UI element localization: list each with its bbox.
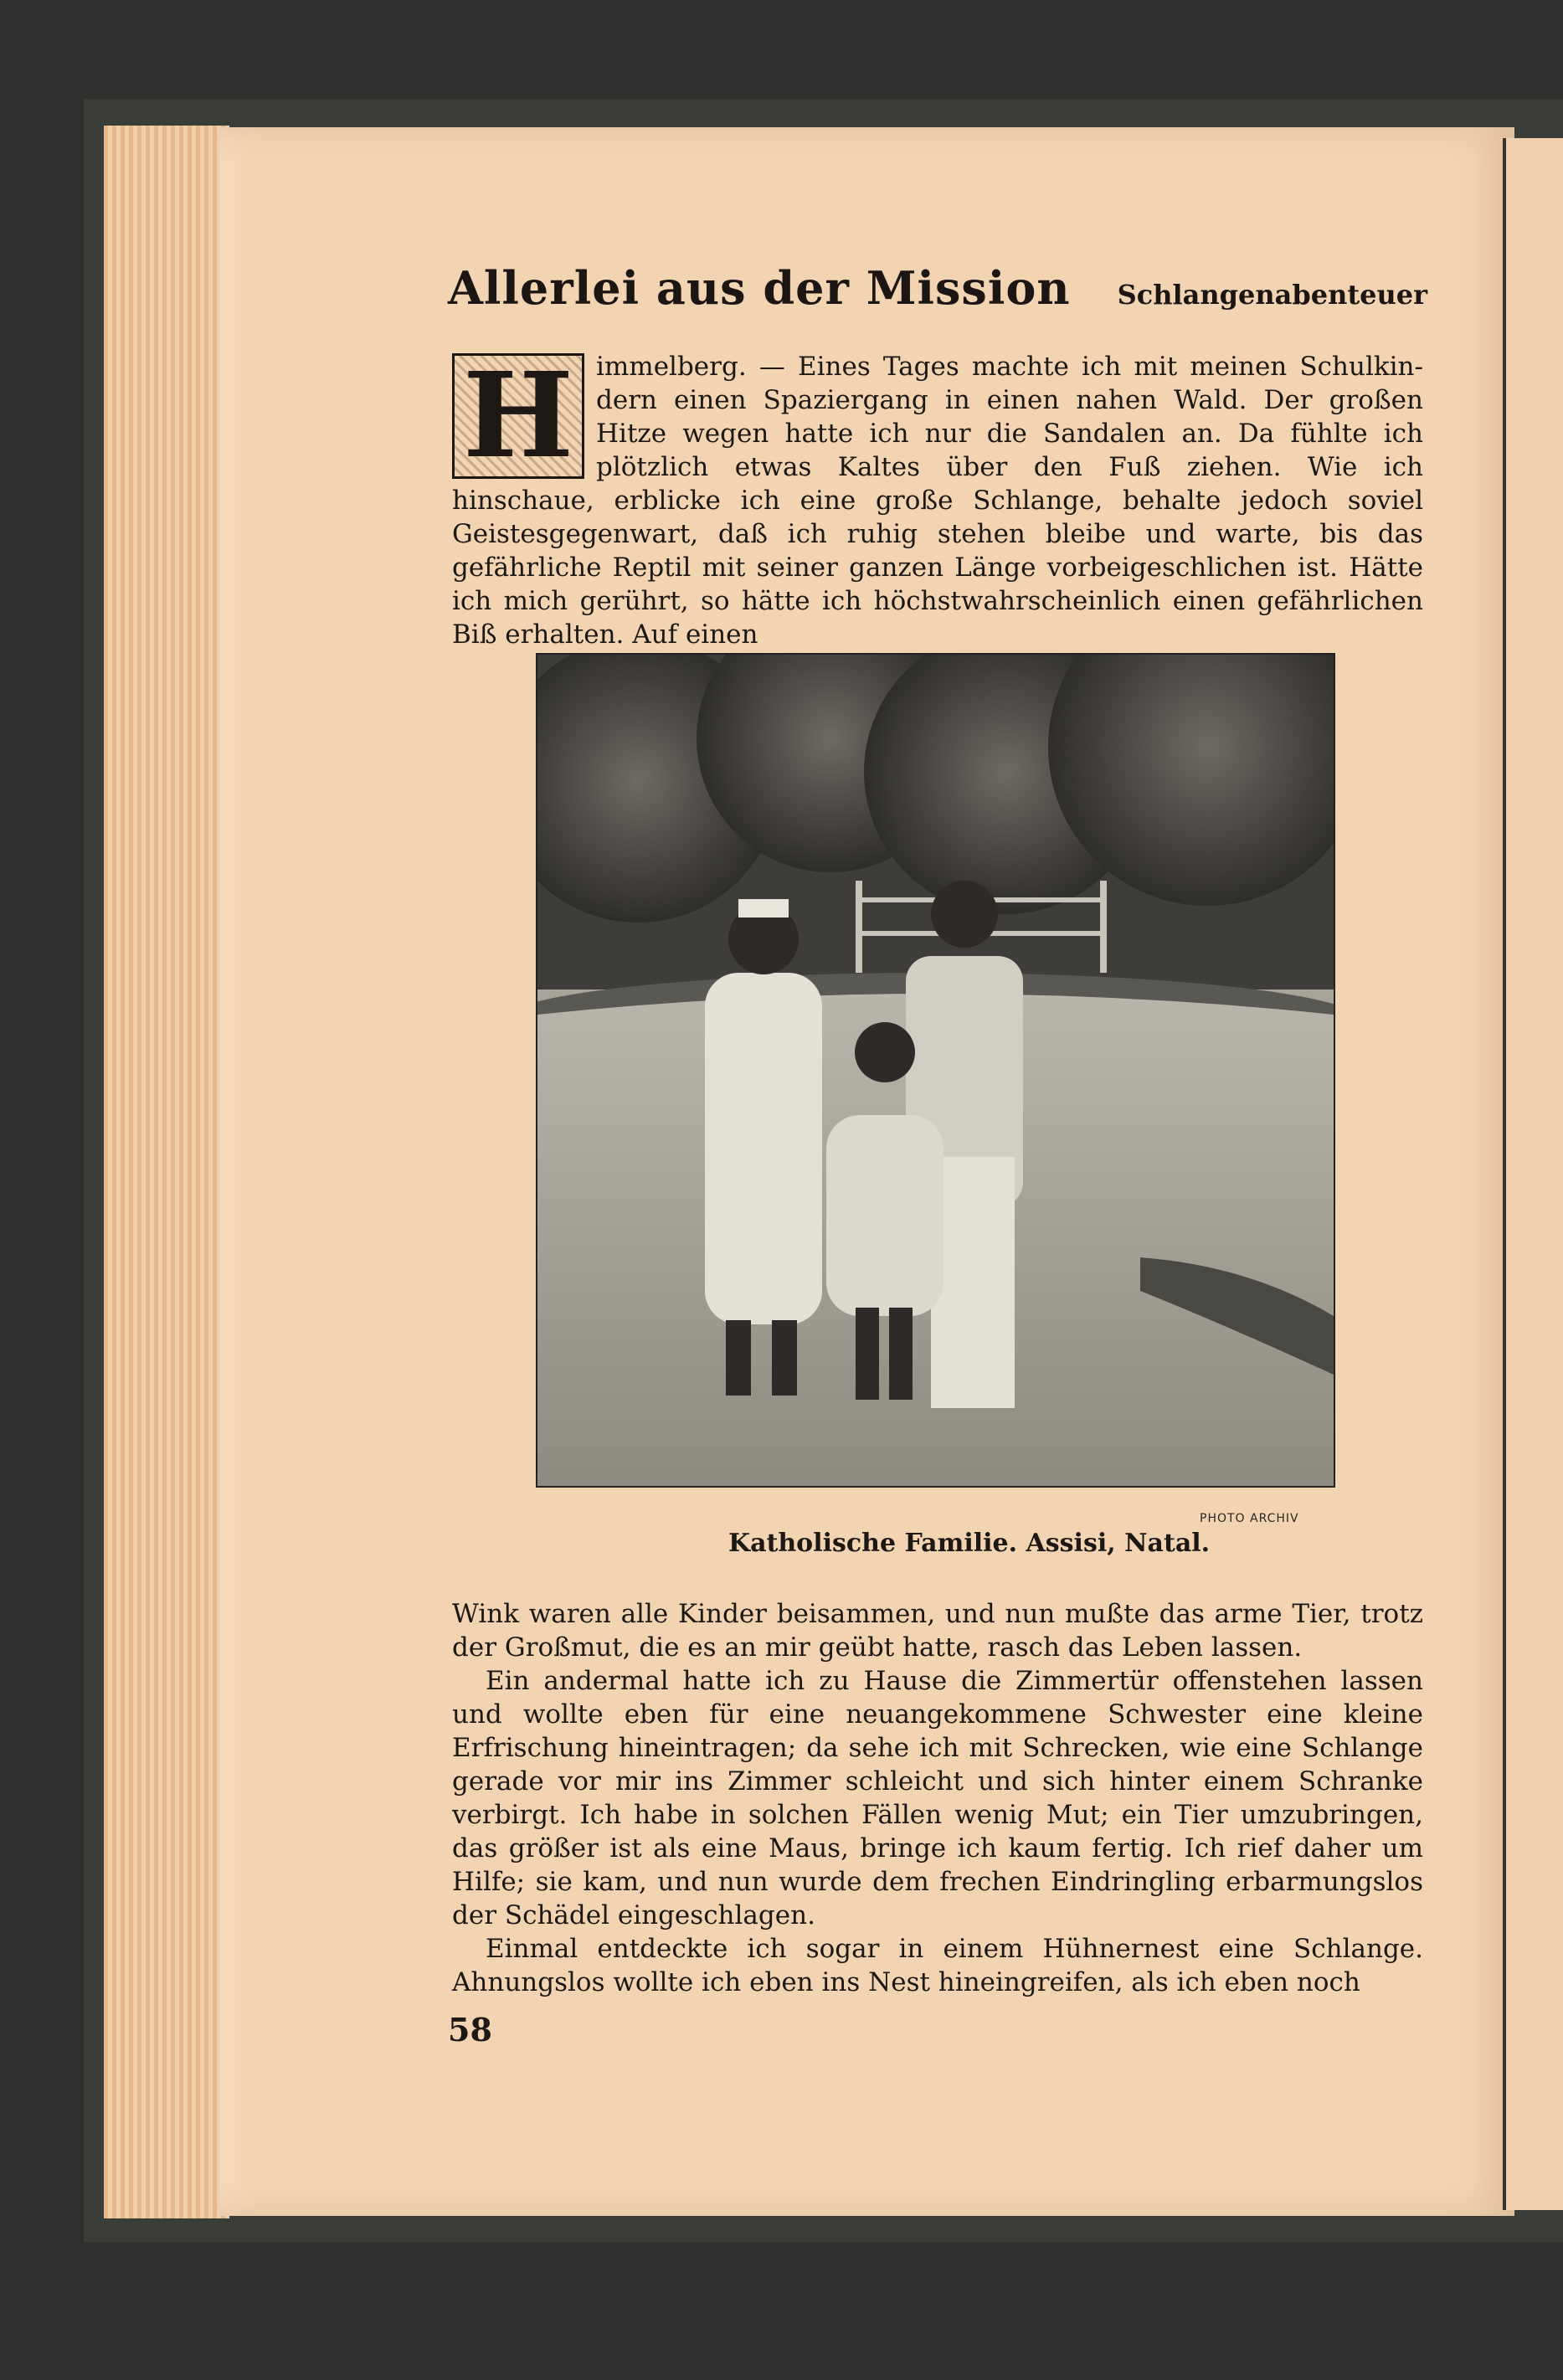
paragraph: Ein andermal hatte ich zu Hause die Zimmertür offenstehen lassen und wollte eben für eine neuangekommene Schwester eine kleine Erfrischung hineintragen; da sehe ich mit Schrecken, wie eine Schlange gerade vor mir ins Zimmer schleicht und sich hinter einem Schranke verbirgt. Ich habe in solchen Fällen wenig Mut; ein Tier umzubringen, das größer ist als eine Maus, bringe ich kaum fertig. Ich rief daher um Hilfe; sie kam, und nun wurde dem frechen Eindringling erbarmungslos der Schädel eingeschlagen. — [452, 1666, 1423, 1930]
family-photo — [536, 653, 1335, 1488]
article-text-top — [452, 347, 1423, 651]
page-number: 58 — [448, 2011, 492, 2048]
section-title: Schlangenabenteuer — [1117, 279, 1427, 311]
paragraph: Wink waren alle Kinder beisammen, und nun mußte das arme Tier, trotz der Großmut, die es an mir geübt hatte, rasch das Leben lassen. — [452, 1599, 1423, 1663]
page-title: Allerlei aus der Mission — [448, 261, 1071, 315]
page-edges — [104, 126, 229, 2218]
page-header — [448, 261, 1427, 328]
article-text-bottom — [452, 1597, 1423, 1999]
paragraph: Einmal entdeckte ich sogar in einem Hühnernest eine Schlange. Ahnungslos wollte ich eben ins Nest hineingreifen, als ich eben noch — [452, 1934, 1423, 1997]
next-page-edge — [1503, 138, 1563, 2210]
photo-caption: Katholische Familie. Assisi, Natal. — [728, 1529, 1211, 1558]
photo-credit: PHOTO ARCHIV — [1200, 1512, 1299, 1525]
paragraph: immelberg. — Eines Tages machte ich mit meinen Schulkin-dern einen Spaziergang in einen nahen Wald. Der großen Hitze wegen hatte ich nur die Sandalen an. Da fühlte ich plötzlich etwas Kaltes über den Fuß ziehen. Wie ich hinschaue, erblicke ich eine große Schlange, behalte jedoch soviel Geistesgegenwart, daß ich ruhig stehen bleibe und warte, bis das gefährliche Reptil mit seiner ganzen Länge vorbeigeschlichen ist. Hätte ich mich gerührt, so hätte ich höchstwahrscheinlich einen gefährlichen Biß erhalten. Auf einen — [452, 352, 1423, 650]
ornamental-drop-cap: H — [452, 353, 584, 479]
